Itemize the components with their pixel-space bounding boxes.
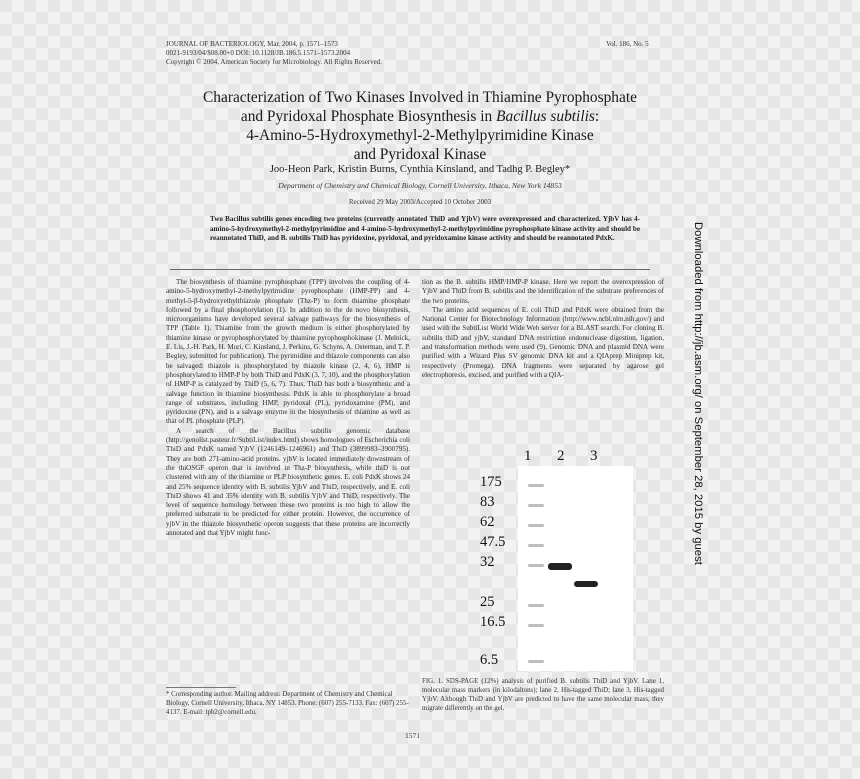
marker-band (528, 564, 544, 567)
marker-label: 6.5 (480, 652, 499, 668)
marker-label: 47.5 (480, 534, 506, 550)
volume-label: Vol. 186, No. 5 (606, 40, 649, 48)
journal-line: JOURNAL OF BACTERIOLOGY, Mar. 2004, p. 1571–1573 (166, 40, 338, 48)
figure-caption: FIG. 1. SDS-PAGE (12%) analysis of purified B. subtilis ThiD and YjbV. Lane 1, molecular mass markers (in kilodaltons); lane 2, His-tagged ThiD; lane 3, His-tagged YjbV. Although ThiD and YjbV are predicted to have the same molecular mass, they migrate differently on the gel. (422, 678, 664, 712)
marker-band (528, 604, 544, 607)
paragraph: The biosynthesis of thiamine pyrophosphate (TPP) involves the coupling of 4-amino-5-hydroxymethyl-2-methylpyrimidine pyrophosphate (HMP-PP) and 4-methyl-5-β-hydroxyethylthiazole phosphate (Thz-P) to form thiamine phosphate followed by a final phosphorylation (1). In addition to the de novo biosynthesis, microorganisms have developed several salvage pathways for the biosynthesis of TPP (Table 1). Thiamine from the growth medium is either phosphorylated by thiamine kinase or pyrophosphorylated by thiamine pyrophosphokinase (J. Melnick, E. Lis, J.-H. Park, H. Mori, C. Kinsland, J. Perkins, G. Schyns, A. Osterman, and T. P. Begley, submitted for publication). The pyrimidine and thiazole components can also be salvaged: thiazole is phosphorylated by thiazole kinase (2, 4, 6), HMP is phosphorylated to HMP-P by both ThiD and PdxK (3, 7, 10), and the phosphorylation of HMP-P is catalyzed by ThiD (5, 6, 7). Thus, ThiD has both a biosynthetic and a salvage function in thiamine biosynthesis. PdxK is able to phosphorylate a broad range of substrates, including HMP, pyridoxal (PL), pyridoxamine (PM), and pyridoxine (PN), and is a salvage enzyme in the biosynthesis of thiamine as well as that of PL phosphate (PLP). (166, 278, 410, 426)
abstract-divider (170, 269, 650, 270)
marker-label: 32 (480, 554, 495, 570)
footnote-divider (166, 687, 236, 688)
affiliation: Department of Chemistry and Chemical Biology, Cornell University, Ithaca, New York 14853 (278, 181, 562, 190)
issn-line: 0021-9193/04/$08.00+0 DOI: 10.1128/JB.186.5.1571–1573.2004 (166, 49, 351, 57)
paragraph: tion as the B. subtilis HMP/HMP-P kinase. Here we report the overexpression of YjbV and ThiD from B. subtilis and the identification of the substrate preferences of the two proteins. (422, 278, 664, 305)
marker-label: 25 (480, 594, 495, 610)
protein-band-thid (548, 563, 572, 570)
authors: Joo-Heon Park, Kristin Burns, Cynthia Kinsland, and Tadhg P. Begley* (269, 164, 571, 175)
marker-band (528, 624, 544, 627)
left-column (166, 278, 410, 538)
lane-label: 1 (524, 448, 532, 464)
received-date: Received 29 May 2003/Accepted 10 October 2003 (348, 198, 492, 206)
page-number: 1571 (405, 731, 420, 740)
marker-band (528, 504, 544, 507)
title-line-2: and Pyridoxal Phosphate Biosynthesis in Bacillus subtilis: (240, 108, 600, 125)
marker-label: 83 (480, 494, 495, 510)
right-column (422, 278, 664, 380)
footnote: * Corresponding author. Mailing address: Department of Chemistry and Chemical Biology, Cornell University, Ithaca, NY 14853. Phone: (607) 255-7133. Fax: (607) 255-4137. E-mail: tpb2@cornell.edu. (166, 691, 409, 716)
marker-band (528, 544, 544, 547)
paragraph: The amino acid sequences of E. coli ThiD and PdxK were obtained from the National Center for Biotechnology Information (http://www.ncbi.nlm.nih.gov/) and used with the SubtiList World Wide Web server for a BLAST search. For cloning B. subtilis thiD and yjbV, standard DNA restriction endonuclease digestion, ligation, and transformation methods were used (9). Genomic DNA and plasmid DNA were purified with a Wizard Plus SV genomic DNA kit and a QIAprep Miniprep kit, respectively (Promega). DNA fragments were separated by agarose gel electrophoresis, excised, and purified with a QIA- (422, 305, 664, 379)
lane-label: 3 (590, 448, 598, 464)
title-line-1: Characterization of Two Kinases Involved in Thiamine Pyrophosphate (203, 89, 637, 106)
marker-label: 62 (480, 514, 495, 530)
protein-band-yjbv (574, 581, 598, 587)
marker-label: 16.5 (480, 614, 506, 630)
abstract: Two Bacillus subtilis genes encoding two proteins (currently annotated ThiD and YjbV) were overexpressed and characterized. YjbV has 4-amino-5-hydroxymethyl-2-methylpyrimidine and 4-amino-5-hydroxymethyl-2-methylpyrimidine pyrophosphate kinase activity and should be reannotated ThiD, and B. subtilis ThiD has pyridoxine, pyridoxal, and pyridoxamine kinase activity and should be reannotated PdxK. (210, 215, 640, 242)
gel-image (518, 466, 633, 671)
marker-band (528, 524, 544, 527)
marker-label: 175 (480, 474, 502, 490)
side-watermark: Downloaded from http://jb.asm.org/ on September 28, 2015 by guest (692, 222, 704, 565)
paragraph: A search of the Bacillus subtilis genomic database (http://genolist.pasteur.fr/SubtiList/index.html) shows homologues of Escherichia coli ThiD and PdxK named YjbV (1246149–1246961) and ThiD (3899983–3900795). They are both 271-amino-acid proteins. yjbV is located immediately downstream of the thiOSGF operon that is involved in Thz-P biosynthesis, while thiD is not clustered with any of the thiamine or PLP biosynthetic genes. E. coli PdxK shows 24 and 25% sequence identity with B. subtilis YjbV and ThiD, respectively, and E. coli ThiD shows 41 and 35% identity with B. subtilis YjbV and ThiD, respectively. The level of sequence homology between these two proteins is too high to allow the preferred substrate to be predicted for either protein. However, the occurrence of yjbV in the thiazole biosynthetic operon suggests that these proteins are incorrectly annotated and that YjbV might func- (166, 426, 410, 538)
title-line-4: and Pyridoxal Kinase (353, 146, 487, 163)
gel-figure (474, 446, 634, 672)
title-line-3: 4-Amino-5-Hydroxymethyl-2-Methylpyrimidine Kinase (246, 127, 594, 144)
paper-title (150, 88, 690, 164)
marker-band (528, 660, 544, 663)
copyright-line: Copyright © 2004, American Society for Microbiology. All Rights Reserved. (166, 58, 383, 66)
marker-band (528, 484, 544, 487)
lane-label: 2 (557, 448, 565, 464)
